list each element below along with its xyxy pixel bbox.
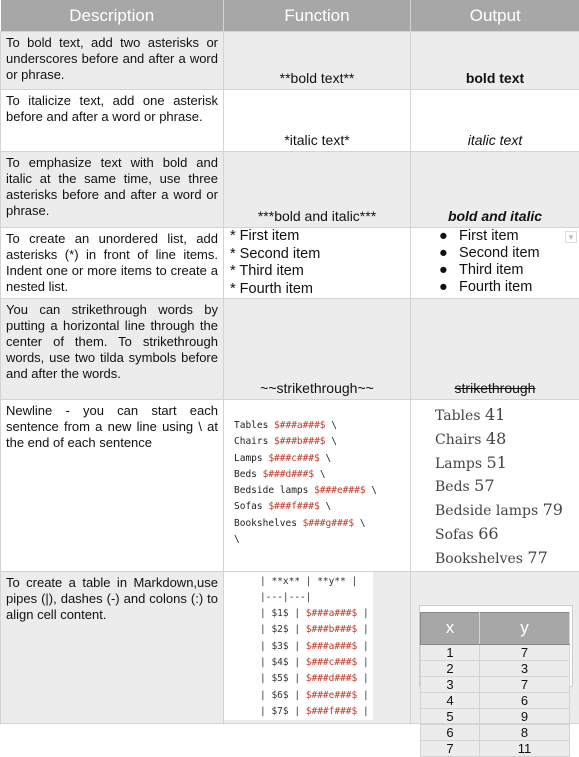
mini-table-row (421, 644, 570, 660)
description-cell: To create an unordered list, add asterisks (*) in front of line items. Indent one or more items to create a nested list. (1, 228, 224, 299)
output-line: Lamps 51 (435, 452, 579, 476)
bold-output-text: bold text (466, 70, 524, 86)
rendered-table-preview (419, 605, 573, 687)
list-function-line: * Third item (230, 263, 410, 281)
newline-output-block (411, 400, 579, 571)
function-cell (224, 400, 411, 572)
table-row (1, 152, 579, 228)
list-function-block (224, 228, 410, 298)
mini-table-cell: 2 (421, 660, 480, 676)
function-cell (224, 152, 411, 228)
output-cell (411, 90, 579, 152)
mini-table-cell: 5 (421, 708, 480, 724)
dropdown-arrow-icon[interactable]: ▾ (565, 231, 577, 243)
bullet-icon: ● (439, 228, 448, 245)
output-cell (411, 32, 579, 90)
description-cell: You can strikethrough words by putting a horizontal line through the center of them. To strikethrough words, use two tilda symbols before and after the words. (1, 299, 224, 400)
code-line: | $7$ | $###f###$ | (260, 704, 373, 720)
mini-table-header: y (479, 612, 569, 644)
table-row (1, 228, 579, 299)
mini-table-cell: 3 (479, 660, 569, 676)
mini-table-row (421, 724, 570, 740)
function-cell (224, 90, 411, 152)
list-function-line: * First item (230, 228, 410, 246)
mini-table-header: x (421, 612, 480, 644)
bold-function-text: **bold text** (280, 70, 355, 86)
table-row (1, 90, 579, 152)
list-item: ● Second item (439, 245, 579, 262)
code-line: | $1$ | $###a###$ | (260, 606, 373, 622)
mini-table-cell: 6 (479, 692, 569, 708)
description-cell: To italicize text, add one asterisk before and after a word or phrase. (1, 90, 224, 152)
mini-table-cell: 8 (479, 724, 569, 740)
code-line: | $4$ | $###c###$ | (260, 655, 373, 671)
header-row (1, 0, 579, 32)
output-cell (411, 571, 579, 723)
mini-table-cell: 9 (479, 708, 569, 724)
mini-table (420, 612, 570, 757)
output-line: Sofas 66 (435, 523, 579, 547)
output-line: Bedside lamps 79 (435, 499, 579, 523)
mini-table-row (421, 708, 570, 724)
output-cell (411, 299, 579, 400)
table-row (1, 32, 579, 90)
output-cell (411, 400, 579, 572)
code-line: | $5$ | $###d###$ | (260, 671, 373, 687)
mini-table-row (421, 692, 570, 708)
italic-function-text: *italic text* (284, 132, 349, 148)
mini-table-cell: 3 (421, 676, 480, 692)
code-line: | $2$ | $###b###$ | (260, 622, 373, 638)
list-function-line: * Second item (230, 246, 410, 264)
code-line: Bookshelves $###g###$ \ (234, 516, 410, 532)
table-row (1, 299, 579, 400)
code-line: Chairs $###b###$ \ (234, 434, 410, 450)
output-cell (411, 228, 579, 299)
output-line: Bookshelves 77 (435, 547, 579, 571)
mini-table-cell: 7 (479, 676, 569, 692)
table-row (1, 571, 579, 723)
output-line: Tables 41 (435, 404, 579, 428)
output-cell (411, 152, 579, 228)
table-function-code (224, 572, 373, 721)
description-cell: To emphasize text with bold and italic at the same time, use three asterisks before and after a word or phrase. (1, 152, 224, 228)
list-item: ● Third item (439, 262, 579, 279)
strike-function-text: ~~strikethrough~~ (260, 380, 374, 396)
code-line: |---|---| (260, 590, 373, 606)
mini-table-cell: 4 (421, 692, 480, 708)
function-cell (224, 299, 411, 400)
italic-output-text: italic text (468, 132, 522, 148)
table-row (1, 400, 579, 572)
header-output: Output (411, 0, 579, 32)
code-line: Bedside lamps $###e###$ \ (234, 483, 410, 499)
output-line: Beds 57 (435, 475, 579, 499)
header-description: Description (1, 0, 224, 32)
mini-table-cell: 1 (421, 644, 480, 660)
bullet-icon: ● (439, 262, 448, 279)
code-line: Tables $###a###$ \ (234, 418, 410, 434)
newline-function-code (224, 400, 410, 548)
bullet-icon: ● (439, 279, 448, 296)
code-line: \ (234, 532, 410, 548)
mini-table-cell: 6 (421, 724, 480, 740)
code-line: Beds $###d###$ \ (234, 467, 410, 483)
list-item: ● Fourth item (439, 279, 579, 296)
output-line: Chairs 48 (435, 428, 579, 452)
list-function-line: * Fourth item (230, 281, 410, 299)
function-cell (224, 32, 411, 90)
strike-output-text: strikethrough (455, 380, 536, 396)
description-cell: To bold text, add two asterisks or underscores before and after a word or phrase. (1, 32, 224, 90)
bullet-icon: ● (439, 245, 448, 262)
code-line: Sofas $###f###$ \ (234, 499, 410, 515)
code-line: | **x** | **y** | (260, 574, 373, 590)
mini-table-row (421, 676, 570, 692)
header-function: Function (224, 0, 411, 32)
mini-table-cell: 7 (479, 644, 569, 660)
mini-table-row (421, 660, 570, 676)
code-line: Lamps $###c###$ \ (234, 451, 410, 467)
function-cell (224, 571, 411, 723)
function-cell (224, 228, 411, 299)
list-item: ● First item (439, 228, 579, 245)
code-line: | $3$ | $###a###$ | (260, 639, 373, 655)
mini-table-row (421, 740, 570, 756)
list-output-block (411, 228, 579, 296)
mini-table-cell: 7 (421, 740, 480, 756)
mini-table-cell: 11 (479, 740, 569, 756)
description-cell: To create a table in Markdown,use pipes (|), dashes (-) and colons (:) to align cell content. (1, 571, 224, 723)
bold-italic-function-text: ***bold and italic*** (258, 208, 376, 224)
code-line: | $6$ | $###e###$ | (260, 688, 373, 704)
bold-italic-output-text: bold and italic (448, 208, 542, 224)
description-cell: Newline - you can start each sentence from a new line using \ at the end of each sentence (1, 400, 224, 572)
